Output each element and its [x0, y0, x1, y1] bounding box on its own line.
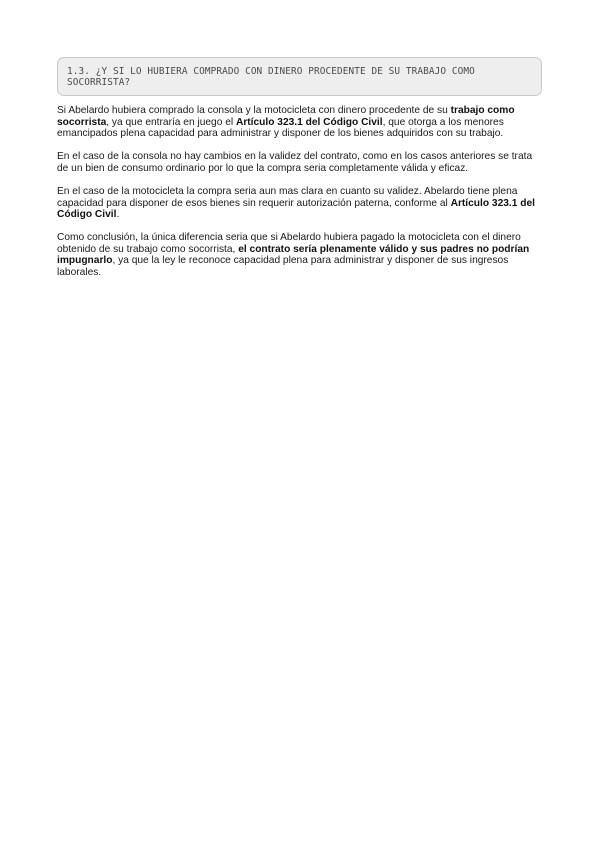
section-title: 1.3. ¿Y SI LO HUBIERA COMPRADO CON DINERO PROCEDENTE DE SU TRABAJO COMO SOCORRISTA? — [67, 66, 475, 88]
bold-text: Artículo 323.1 del Código Civil — [235, 116, 383, 128]
paragraph-text: , ya que entraría en juego el — [106, 116, 236, 128]
paragraph-text: En el caso de la consola no hay cambios en la validez del contrato, como en los casos anteriores se trata de un bien de consumo ordinario por lo que la compra seria completamente válida y eficaz. — [57, 151, 533, 174]
paragraph-text: Si Abelardo hubiera comprado la consola y la motocicleta con dinero procedente de su — [57, 105, 451, 116]
document-page — [57, 57, 542, 290]
bold-text: trabajo como socorrista — [57, 105, 515, 128]
section-heading-box — [57, 57, 542, 96]
paragraph-text: . — [116, 209, 120, 221]
bold-text: el contrato sería plenamente válido y sus padres no podrían impugnarlo — [57, 243, 530, 267]
paragraph-text: En el caso de la motocicleta la compra seria aun mas clara en cuanto su validez. Abelardo tiene plena capacidad para disponer de esos bienes sin requerir autorización paterna, conforme al — [57, 185, 518, 209]
paragraph-4 — [57, 232, 542, 278]
paragraph-text: Como conclusión, la única diferencia seria que si Abelardo hubiera pagado la motocicleta con el dinero obtenido de su trabajo como socorrista, — [57, 232, 521, 255]
bold-text: Artículo 323.1 del Código Civil — [57, 197, 535, 221]
paragraph-2 — [57, 151, 542, 174]
paragraph-text: , ya que la ley le reconoce capacidad plena para administrar y disponer de sus ingresos laborales. — [57, 255, 509, 279]
paragraph-text: , que otorga a los menores emancipados plena capacidad para administrar y disponer de los bienes adquiridos con su trabajo. — [57, 116, 504, 140]
paragraph-1 — [57, 105, 542, 140]
paragraph-3 — [57, 186, 542, 221]
